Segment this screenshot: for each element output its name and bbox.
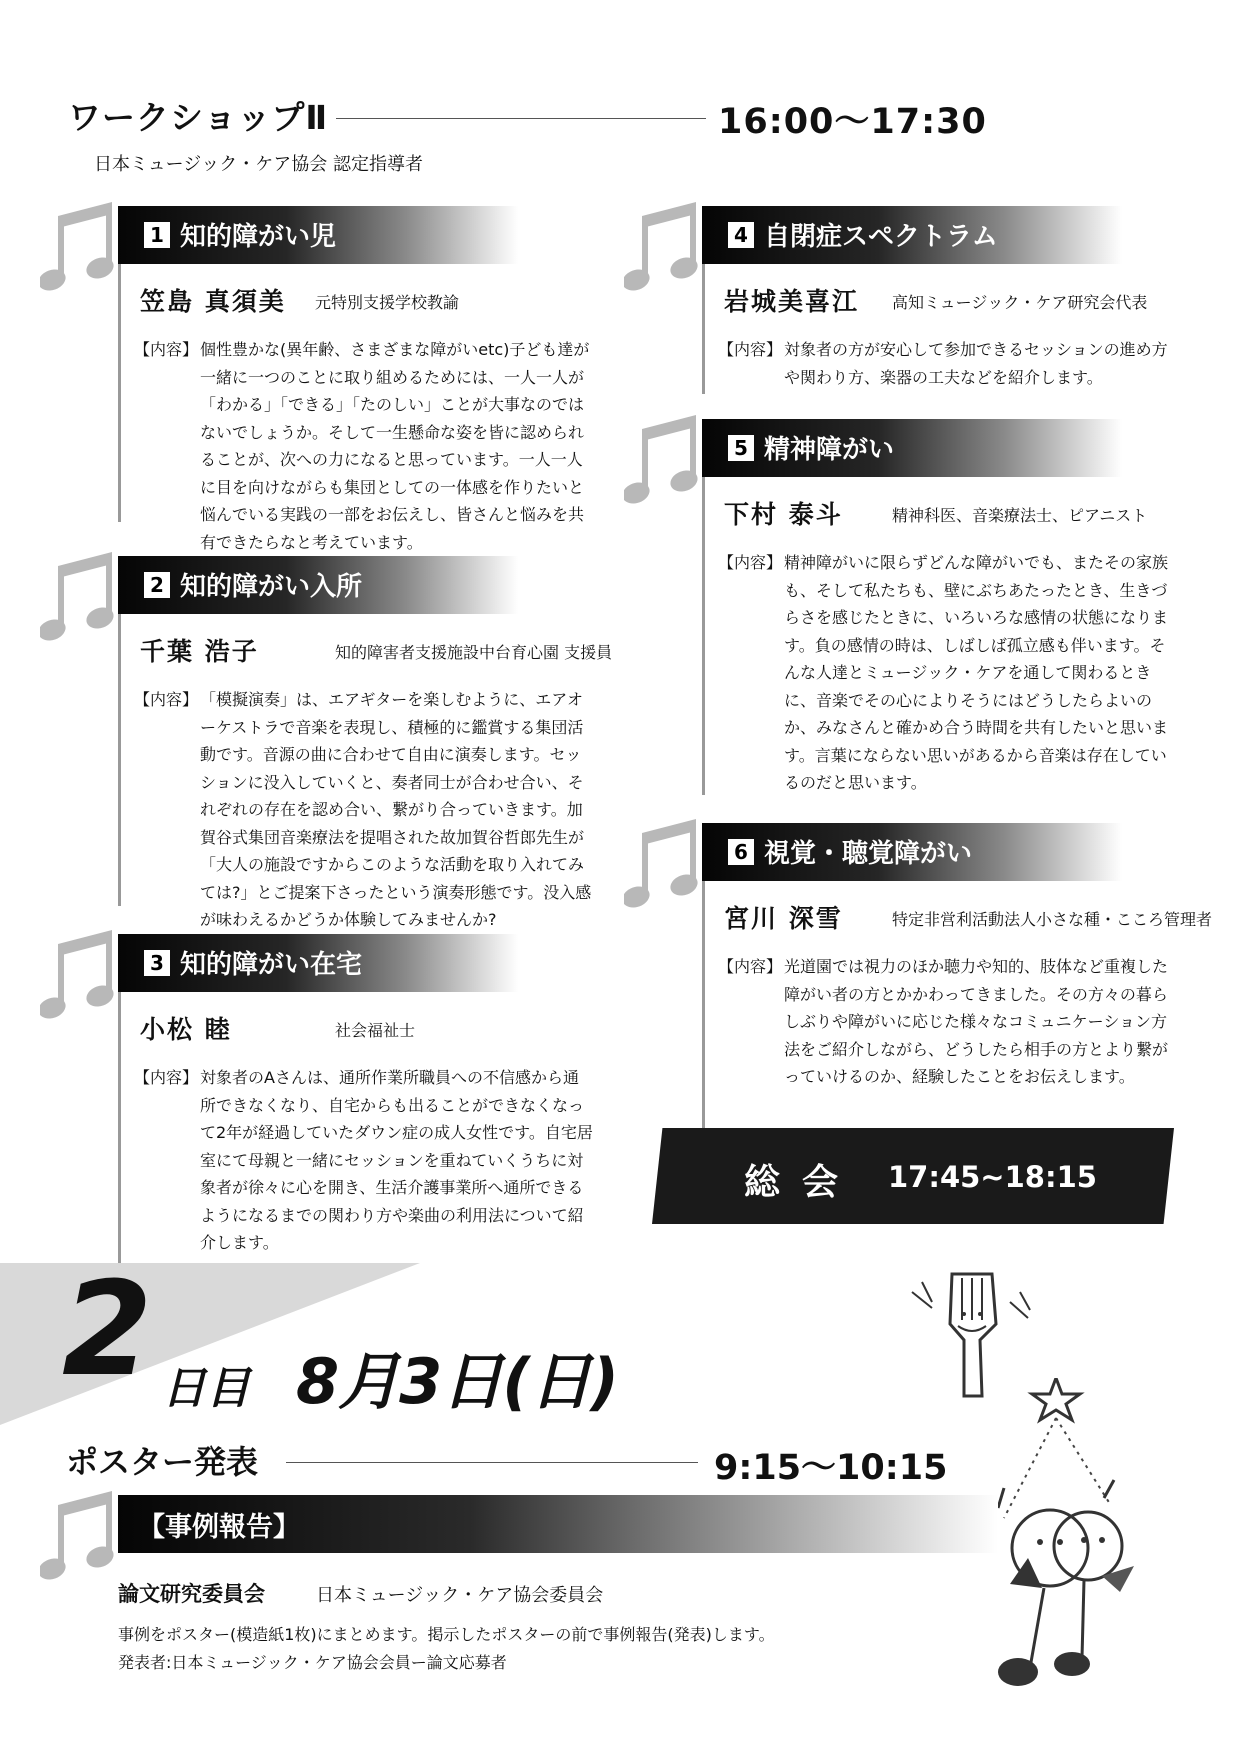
speaker-name: 千葉 浩子 <box>140 637 259 666</box>
poster-description: 事例をポスター(模造紙1枚)にまとめます。掲示したポスターの前で事例報告(発表)します。 <box>118 1625 775 1644</box>
music-note-icon <box>40 1487 120 1587</box>
content-label: 【内容】 <box>718 957 783 976</box>
speaker-name: 小松 睦 <box>140 1015 232 1044</box>
music-note-icon <box>40 198 120 298</box>
poster-title: ポスター発表 <box>66 1443 259 1481</box>
session-header-bar <box>118 934 518 992</box>
session-side-line <box>702 264 705 394</box>
committee-name: 論文研究委員会 <box>118 1582 265 1606</box>
header-divider <box>336 118 706 119</box>
music-note-icon <box>624 411 704 511</box>
session-number: 2 <box>144 572 170 598</box>
session-header-bar <box>118 556 518 614</box>
content-label: 【内容】 <box>718 340 783 359</box>
speaker <box>140 632 613 668</box>
session-header-bar <box>118 206 518 264</box>
session-header-bar <box>702 419 1122 477</box>
day-number: 2 <box>62 1253 149 1405</box>
session-title: 知的障がい入所 <box>180 572 363 602</box>
music-note-icon <box>40 926 120 1026</box>
general-meeting-time: 17:45~18:15 <box>888 1160 1097 1194</box>
music-note-icon <box>624 815 704 915</box>
session-content <box>718 953 1178 1091</box>
note-characters-illustration <box>984 1378 1184 1698</box>
poster-divider <box>286 1462 698 1463</box>
session-title: 知的障がい在宅 <box>180 950 363 980</box>
speaker-name: 岩城美喜江 <box>724 287 860 316</box>
general-meeting-title: 総会 <box>744 1161 861 1203</box>
content-text: 「模擬演奏」は、エアギターを楽しむように、エアオーケストラで音楽を表現し、積極的に鑑賞する集団活動です。音源の曲に合わせて自由に演奏します。セッションに没入していくと、奏者同士が合わせ合い、それぞれの存在を認め合い、繋がり合っていきます。加賀谷式集団音楽療法を提唱された故加賀谷哲郎先生が「大人の施設ですからこのような活動を取り入れてみては?」とご提案下さったという演奏形態です。没入感が味わえるかどうか体験してみませんか? <box>200 690 592 929</box>
committee-org: 日本ミュージック・ケア協会委員会 <box>316 1585 604 1606</box>
music-note-icon <box>40 548 120 648</box>
speaker <box>724 899 1213 935</box>
content-text: 対象者の方が安心して参加できるセッションの進め方や関わり方、楽器の工夫などを紹介します。 <box>784 340 1168 387</box>
music-note-icon <box>624 198 704 298</box>
content-text: 個性豊かな(異年齢、さまざまな障がいetc)子ども達が一緒に一つのことに取り組めるためには、一人一人が「わかる」「できる」「たのしい」ことが大事なのではないでしょうか。そして一生懸命な姿を皆に認められることが、次への力になると思っています。一人一人に目を向けながらも集団としての一体感を作りたいと悩んでいる実践の一部をお伝えし、皆さんと悩みを共有できたらなと考えています。 <box>200 340 590 552</box>
session-side-line <box>118 992 121 1284</box>
session-content <box>718 336 1178 391</box>
session-header-bar <box>702 823 1122 881</box>
poster-time: 9:15～10:15 <box>714 1448 948 1488</box>
workshop-time: 16:00～17:30 <box>718 102 987 142</box>
session-number: 4 <box>728 222 754 248</box>
session-side-line <box>118 614 121 906</box>
session-content <box>718 549 1178 797</box>
speaker-role: 特定非営利活動法人小さな種・こころ管理者 <box>892 910 1213 929</box>
session-number: 1 <box>144 222 170 248</box>
content-text: 精神障がいに限らずどんな障がいでも、またその家族も、そして私たちも、壁にぶちあたったとき、生きづらさを感じたときに、いろいろな感情の状態になります。負の感情の時は、しばしば孤立感も伴います。そんな人達とミュージック・ケアを通して関わるときに、音楽でその心によりそうにはどうしたらよいのか、みなさんと確かめ合う時間を共有したいと思います。言葉にならない思いがあるから音楽は存在しているのだと思います。 <box>784 553 1169 792</box>
session-title: 視覚・聴覚障がい <box>764 839 973 869</box>
content-text: 光道園では視力のほか聴力や知的、肢体など重複した障がい者の方とかかわってきました。その方々の暮らしぶりや障がいに応じた様々なコミュニケーション方法をご紹介しながら、どうしたら相手の方とより繋がっていけるのか、経験したことをお伝えします。 <box>784 957 1169 1086</box>
session-content <box>134 686 594 934</box>
speaker <box>140 282 460 318</box>
poster-presenter: 発表者:日本ミュージック・ケア協会会員ー論文応募者 <box>118 1653 507 1672</box>
session-side-line <box>702 477 705 795</box>
speaker-role: 精神科医、音楽療法士、ピアニスト <box>892 506 1148 525</box>
session-number: 5 <box>728 435 754 461</box>
speaker-name: 下村 泰斗 <box>724 500 843 529</box>
speaker-role: 社会福祉士 <box>335 1021 416 1040</box>
session-header-bar <box>702 206 1122 264</box>
speaker-role: 元特別支援学校教諭 <box>315 293 460 312</box>
workshop-subtitle: 日本ミュージック・ケア協会 認定指導者 <box>94 154 423 175</box>
session-title: 精神障がい <box>764 435 895 465</box>
session-side-line <box>702 881 705 1143</box>
session-side-line <box>118 264 121 522</box>
session-content <box>134 336 594 556</box>
content-text: 対象者のAさんは、通所作業所職員への不信感から通所できなくなり、自宅からも出ることができなくなって2年が経過していたダウン症の成人女性です。自宅居室にて母親と一緒にセッションを重ねていくうちに対象者が徐々に心を開き、生活介護事業所へ通所できるようになるまでの関わり方や楽曲の利用法について紹介します。 <box>200 1068 593 1252</box>
content-label: 【内容】 <box>134 690 199 709</box>
speaker <box>724 282 1148 318</box>
session-content <box>134 1064 594 1257</box>
workshop-title: ワークショップⅡ <box>68 98 329 137</box>
speaker <box>724 495 1148 531</box>
session-title: 知的障がい児 <box>180 222 337 252</box>
session-number: 3 <box>144 950 170 976</box>
session-number: 6 <box>728 839 754 865</box>
speaker <box>140 1010 416 1046</box>
speaker-name: 宮川 深雪 <box>724 904 843 933</box>
speaker-role: 知的障害者支援施設中台育心園 支援員 <box>335 643 613 662</box>
session-title: 自閉症スペクトラム <box>764 222 998 252</box>
case-report-title: 【事例報告】 <box>138 1512 300 1543</box>
content-label: 【内容】 <box>134 340 199 359</box>
speaker-role: 高知ミュージック・ケア研究会代表 <box>892 293 1148 312</box>
day2-date: 8月3日(日) <box>296 1345 618 1418</box>
content-label: 【内容】 <box>718 553 783 572</box>
day-label: 日目 <box>162 1363 250 1414</box>
speaker-name: 笠島 真須美 <box>140 287 286 316</box>
content-label: 【内容】 <box>134 1068 199 1087</box>
